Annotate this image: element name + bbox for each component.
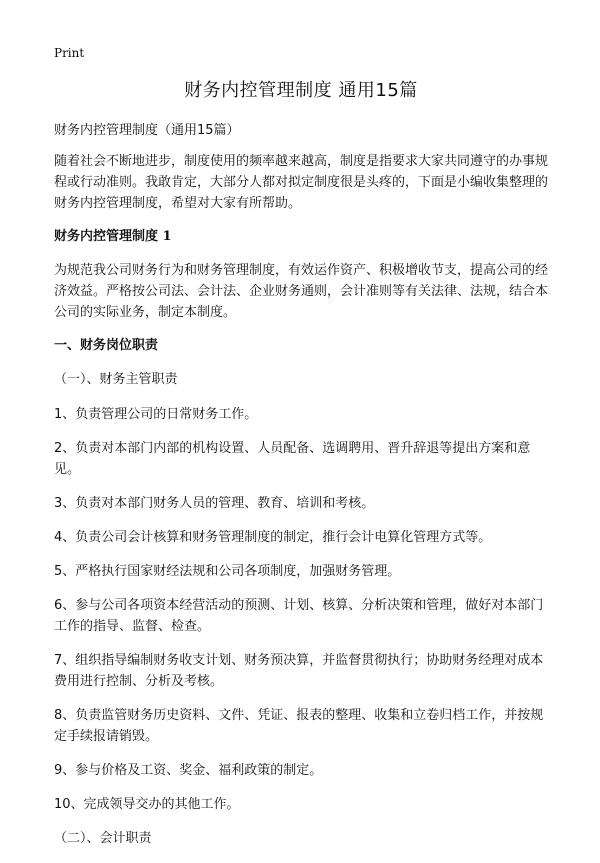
subsection-heading-1: （一）、财务主管职责 [54, 372, 178, 387]
subsection-heading-2: （二）、会计职责 [54, 831, 152, 846]
section-intro-paragraph: 为规范我公司财务行为和财务管理制度，有效运作资产、积极增收节支，提高公司的经济效益。严格按公司法、会计法、企业财务通则，会计准则等有关法律、法规，结合本公司的实际业务，制定本制度。 [54, 263, 549, 320]
list-item: 4、负责公司会计核算和财务管理制度的制定，推行会计电算化管理方式等。 [54, 530, 492, 545]
print-label[interactable]: Print [54, 46, 85, 60]
list-item: 6、参与公司各项资本经营活动的预测、计划、核算、分析决策和管理，做好对本部门工作的指导、监督、检查。 [54, 598, 544, 634]
chapter-heading: 一、财务岗位职责 [54, 338, 159, 353]
section-heading: 财务内控管理制度 1 [54, 229, 172, 244]
intro-paragraph: 随着社会不断地进步，制度使用的频率越来越高，制度是指要求大家共同遵守的办事规程或行动准则。我敢肯定，大部分人都对拟定制度很是头疼的，下面是小编收集整理的财务内控管理制度，希望对大家有所帮助。 [54, 154, 549, 211]
document-body [54, 120, 548, 863]
list-item: 7、组织指导编制财务收支计划、财务预决算，并监督贯彻执行；协助财务经理对成本费用进行控制、分析及考核。 [54, 653, 544, 689]
list-item: 8、负责监管财务历史资料、文件、凭证、报表的整理、收集和立卷归档工作，并按规定手续报请销毁。 [54, 708, 544, 744]
list-item: 9、参与价格及工资、奖金、福利政策的制定。 [54, 763, 323, 778]
list-item: 10、完成领导交办的其他工作。 [54, 797, 240, 812]
list-item: 2、负责对本部门内部的机构设置、人员配备、选调聘用、晋升辞退等提出方案和意见。 [54, 441, 531, 477]
page-title: 财务内控管理制度 通用15篇 [184, 80, 418, 101]
list-item: 5、严格执行国家财经法规和公司各项制度，加强财务管理。 [54, 564, 401, 579]
list-item: 1、负责管理公司的日常财务工作。 [54, 407, 258, 422]
document-subtitle: 财务内控管理制度（通用15篇） [54, 123, 240, 138]
list-item: 3、负责对本部门财务人员的管理、教育、培训和考核。 [54, 496, 375, 511]
